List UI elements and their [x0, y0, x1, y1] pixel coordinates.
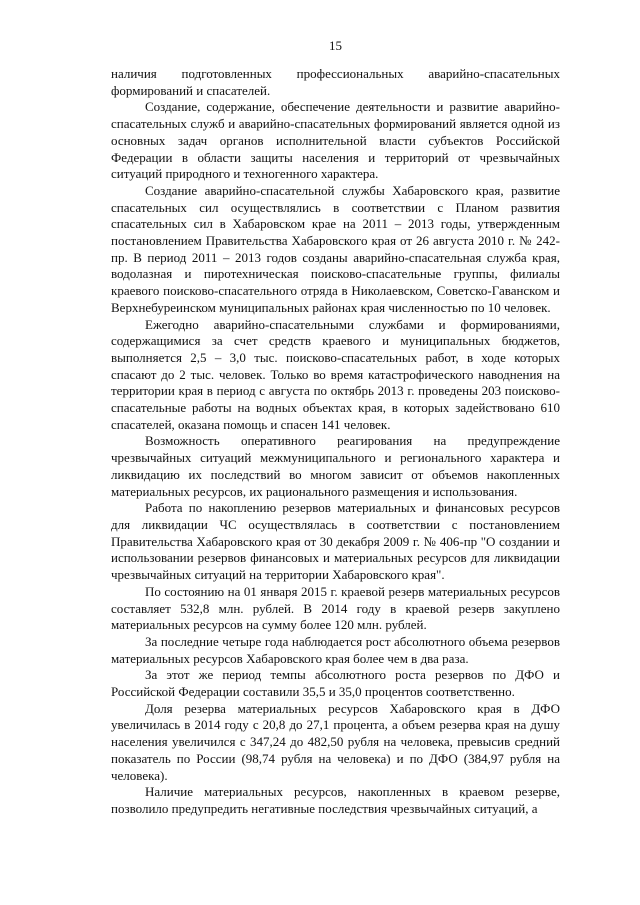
paragraph: Ежегодно аварийно-спасательными службами и формированиями, содержащимися за счет средств краевого и муниципальных бюджетов, выполняется 2,5 – 3,0 тыс. поисково-спасательных работ, в ходе которых спасают до 2 тыс. человек. Только во время катастрофического наводнения на территории края в период с августа по октябрь 2013 г. проведены 203 поисково-спасательные работы на водных объектах края, в которых задействовано 610 спасателей, оказана помощь и спасен 141 человек. [111, 316, 560, 432]
paragraph: Доля резерва материальных ресурсов Хабаровского края в ДФО увеличилась в 2014 году с 20,8 до 27,1 процента, а объем резерва края на душу населения увеличился с 347,24 до 482,50 рубля на человека, превысив средний показатель по России (98,74 рубля на человека) и по ДФО (384,97 рубля на человека). [111, 700, 560, 783]
paragraph: Создание аварийно-спасательной службы Хабаровского края, развитие спасательных сил осуществлялись в соответствии с Планом развития спасательных сил в Хабаровском крае на 2011 – 2013 годы, утвержденным постановлением Правительства Хабаровского края от 26 августа 2010 г. № 242-пр. В период 2011 – 2013 годов созданы аварийно-спасательная служба края, водолазная и пиротехническая поисково-спасательные группы, филиалы краевого поисково-спасательного отряда в Николаевском, Советско-Гаванском и Верхнебуреинском муниципальных районах края численностью по 10 человек. [111, 182, 560, 315]
paragraph: Возможность оперативного реагирования на предупреждение чрезвычайных ситуаций межмуниципального и регионального характера и ликвидацию их последствий во многом зависит от объемов накопленных материальных ресурсов, их рационального размещения и использования. [111, 433, 560, 499]
paragraph: За этот же период темпы абсолютного роста резервов по ДФО и Российской Федерации составили 35,5 и 35,0 процентов соответственно. [111, 667, 560, 700]
paragraph: наличия подготовленных профессиональных аварийно-спасательных формирований и спасателей. [111, 66, 560, 98]
paragraph: Наличие материальных ресурсов, накопленных в краевом резерве, позволило предупредить негативные последствия чрезвычайных ситуаций, а [111, 784, 560, 816]
paragraph: Создание, содержание, обеспечение деятельности и развитие аварийно-спасательных служб и аварийно-спасательных формирований является одной из основных задач органов исполнительной власти субъектов Российской Федерации в области защиты населения и территорий от чрезвычайных ситуаций природного и техногенного характера. [111, 99, 560, 182]
paragraph: Работа по накоплению резервов материальных и финансовых ресурсов для ликвидации ЧС осуществлялась в соответствии с постановлением Правительства Хабаровского края от 30 декабря 2009 г. № 406-пр "О создании и использовании резервов финансовых и материальных ресурсов для ликвидации чрезвычайных ситуаций на территории Хабаровского края". [111, 500, 560, 583]
page-number: 15 [329, 38, 342, 53]
paragraph: За последние четыре года наблюдается рост абсолютного объема резервов материальных ресурсов Хабаровского края более чем в два раза. [111, 633, 560, 666]
paragraph: По состоянию на 01 января 2015 г. краевой резерв материальных ресурсов составляет 532,8 млн. рублей. В 2014 году в краевой резерв закуплено материальных ресурсов на сумму более 120 млн. рублей. [111, 583, 560, 633]
